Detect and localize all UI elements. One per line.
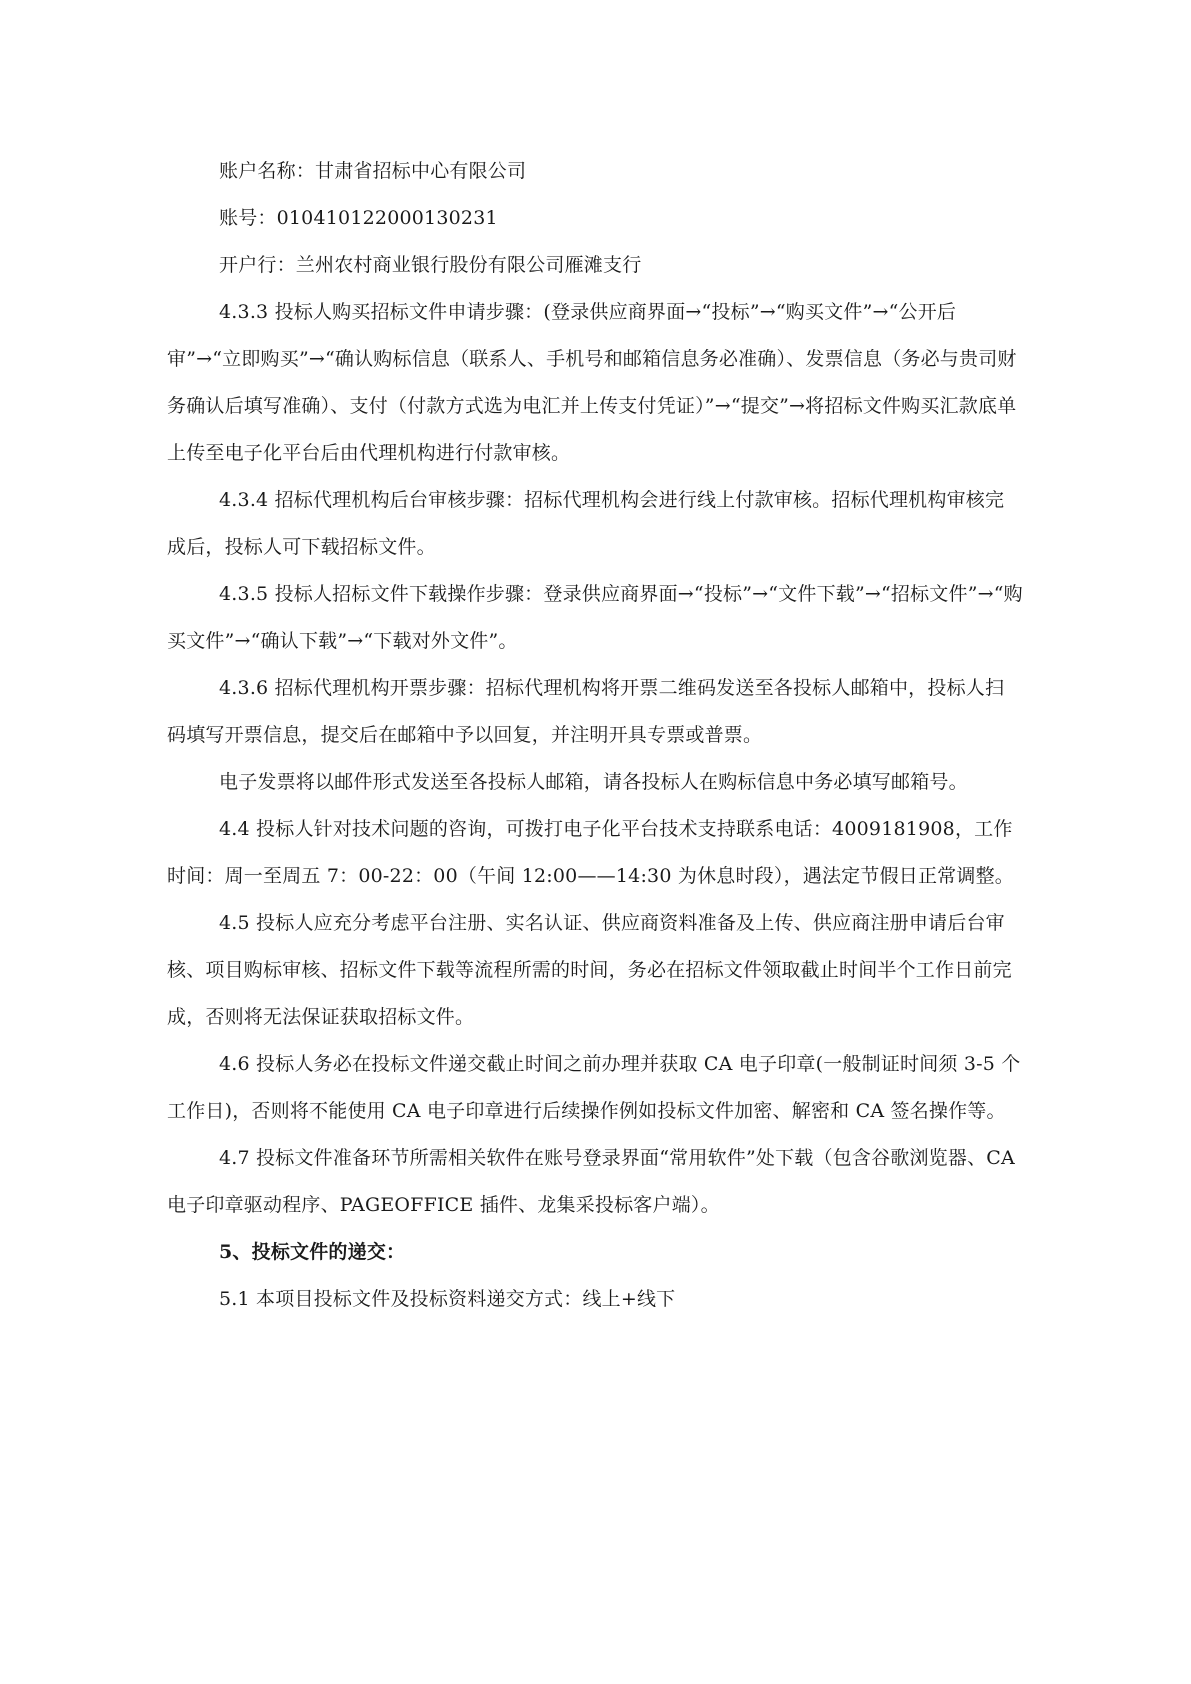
paragraph-4-3-4: 4.3.4 招标代理机构后台审核步骤：招标代理机构会进行线上付款审核。招标代理机构审核完成后，投标人可下载招标文件。 [167, 489, 1005, 558]
account-number-line: 账号：010410122000130231 [219, 207, 498, 229]
paragraph-4-5: 4.5 投标人应充分考虑平台注册、实名认证、供应商资料准备及上传、供应商注册申请后台审核、项目购标审核、招标文件下载等流程所需的时间，务必在招标文件领取截止时间半个工作日前完成，否则将无法保证获取招标文件。 [167, 912, 1012, 1028]
bank-line: 开户行：兰州农村商业银行股份有限公司雁滩支行 [219, 254, 642, 276]
paragraph-4-4: 4.4 投标人针对技术问题的咨询，可拨打电子化平台技术支持联系电话：4009181908，工作时间：周一至周五 7：00-22：00（午间 12:00——14:30 为休息时段），遇法定节假日正常调整。 [167, 818, 1014, 887]
paragraph-4-3-5: 4.3.5 投标人招标文件下载操作步骤：登录供应商界面→“投标”→“文件下载”→“招标文件”→“购买文件”→“确认下载”→“下载对外文件”。 [167, 583, 1023, 652]
paragraph-4-7: 4.7 投标文件准备环节所需相关软件在账号登录界面“常用软件”处下载（包含谷歌浏览器、CA 电子印章驱动程序、PAGEOFFICE 插件、龙集采投标客户端）。 [167, 1147, 1015, 1216]
account-name-line: 账户名称：甘肃省招标中心有限公司 [219, 160, 527, 182]
paragraph-4-6: 4.6 投标人务必在投标文件递交截止时间之前办理并获取 CA 电子印章(一般制证时间须 3-5 个工作日)，否则将不能使用 CA 电子印章进行后续操作例如投标文件加密、解密和 CA 签名操作等。 [167, 1053, 1021, 1122]
paragraph-4-3-6: 4.3.6 招标代理机构开票步骤：招标代理机构将开票二维码发送至各投标人邮箱中，投标人扫码填写开票信息，提交后在邮箱中予以回复，并注明开具专票或普票。 [167, 677, 1005, 746]
document-body [167, 148, 1023, 1323]
paragraph-4-3-3: 4.3.3 投标人购买招标文件申请步骤：(登录供应商界面→“投标”→“购买文件”→“公开后审”→“立即购买”→“确认购标信息（联系人、手机号和邮箱信息务必准确）、发票信息（务必与贵司财务确认后填写准确）、支付（付款方式选为电汇并上传支付凭证）”→“提交”→将招标文件购买汇款底单上传至电子化平台后由代理机构进行付款审核。 [167, 301, 1017, 464]
section-heading-5: 5、投标文件的递交： [219, 1241, 406, 1263]
paragraph-5-1: 5.1 本项目投标文件及投标资料递交方式：线上+线下 [219, 1288, 676, 1310]
invoice-note: 电子发票将以邮件形式发送至各投标人邮箱，请各投标人在购标信息中务必填写邮箱号。 [219, 771, 968, 793]
